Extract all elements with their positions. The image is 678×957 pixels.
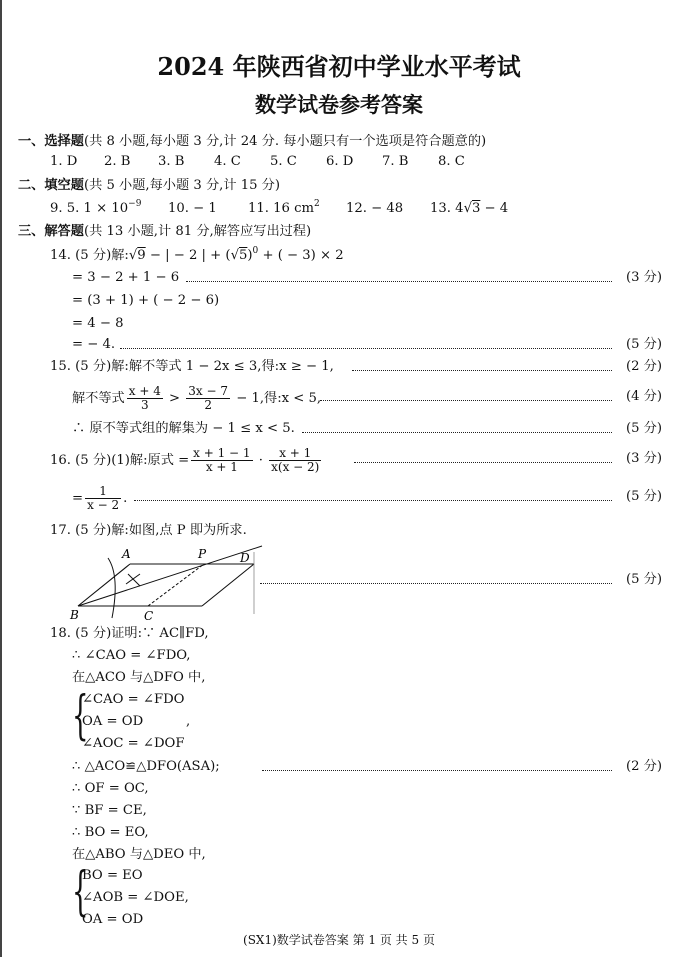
fill-answer-10: 10. − 1 [168,201,217,216]
fraction: $\frac{x + 1}{x(x - 2)}$ [271,446,320,474]
section-2-header [18,178,280,194]
label-p: P [198,547,207,561]
leader-dots [120,348,612,349]
q18-system-2: OA = OD [82,714,144,729]
choice-answer: 1. D [50,154,78,169]
choice-answer: 5. C [270,154,297,169]
page-subtitle: 数学试卷参考答案 [255,93,423,117]
q18-line-1: 18. (5 分)证明:∵ AC∥FD, [50,626,209,641]
system-brace: { [72,862,89,922]
sqrt-sign: √ [230,248,239,263]
page-footer: (SX1)数学试卷答案 第 1 页 共 5 页 [243,933,435,947]
q17-line-1: 17. (5 分)解:如图,点 P 即为所求. [50,523,247,538]
choice-answer: 7. B [382,154,409,169]
section-2-desc: (共 5 小题,每小题 3 分,计 15 分) [83,178,281,193]
q15-line-2: 解不等式 $\frac{x + 4}{3}$ > $\frac{3x - 7}{2}$ − 1,得:x < 5, [72,384,322,412]
bisector-ray [78,546,262,606]
sqrt-sign: √ [463,201,472,216]
arc-intersection-mark [126,574,140,586]
q18-line-7: ∴ BO = EO, [72,825,149,840]
q18-line-4: ∴ △ACO≌△DFO(ASA); [72,759,220,774]
construction-arc [108,558,115,618]
leader-dots [354,462,612,463]
leader-dots [352,370,612,371]
sqrt-sign: √ [128,248,138,263]
section-3-heading: 三、解答题 [18,224,84,239]
score-mark: (2 分) [625,759,662,774]
q18-system-1: ∠CAO = ∠FDO [82,692,185,707]
section-1-desc: (共 8 小题,每小题 3 分,计 24 分. 每小题只有一个选项是符合题意的) [83,134,487,149]
fraction: $\frac{1}{x - 2}$ [87,484,120,512]
section-2-heading: 二、填空题 [18,178,84,193]
fraction: $\frac{x + 1 - 1}{x + 1}$ [193,446,251,474]
score-mark: (4 分) [625,389,662,404]
leader-dots [302,432,612,433]
section-3-header [18,224,311,240]
fill-answer-11: 11. 16 $cm^2$ [248,199,320,216]
q18-line-8: 在△ABO 与△DEO 中, [72,847,206,862]
q18-line-3: 在△ACO 与△DFO 中, [72,670,206,685]
leader-dots [134,500,612,501]
q14-line-2: = 3 − 2 + 1 − 6 [72,270,180,285]
leader-dots [260,583,612,584]
choice-answer: 6. D [326,154,354,169]
leader-dots [320,400,612,401]
q18-system2-1: BO = EO [82,868,143,883]
choice-answer: 2. B [104,154,131,169]
side-dc [202,564,254,606]
q16-line-2: = $\frac{1}{x - 2}$ . [72,484,128,512]
score-mark: (5 分) [625,489,662,504]
system-brace: { [72,686,89,746]
page-title: 2024 年陕西省初中学业水平考试 [157,52,521,81]
fill-answer-9: 9. 5. $1 \times 10^{-9}$ [50,199,142,216]
q16-line-1: 16. (5 分)(1)解:原式 = $\frac{x + 1 - 1}{x + 1}$ · $\frac{x + 1}{x(x - 2)}$ [50,446,320,474]
section-1-heading: 一、选择题 [18,134,84,149]
section-1-header [18,134,486,150]
q14-line-1: 14. (5 分)解:√9 − | − 2 | + $(√5)^0$ + ( − 3) × 2 [50,246,344,263]
q18-line-5: ∴ OF = OC, [72,781,149,796]
q18-line-6: ∵ BF = CE, [72,803,147,818]
q18-system-comma: , [186,714,191,729]
fill-answer-13: 13. 4√3 − 4 [430,201,509,216]
fraction: $\frac{3x - 7}{2}$ [188,384,229,412]
segment-cp [148,564,204,606]
section-3-desc: (共 13 小题,计 81 分,解答应写出过程) [83,224,312,239]
side-ab [78,564,130,606]
score-mark: (5 分) [625,421,662,436]
choice-answer: 8. C [438,154,465,169]
score-mark: (3 分) [625,451,662,466]
choice-answer: 3. B [158,154,185,169]
score-mark: (5 分) [625,572,662,587]
label-b: B [70,608,79,622]
score-mark: (3 分) [625,270,662,285]
q18-system2-3: OA = OD [82,912,144,927]
q14-line-3: = (3 + 1) + ( − 2 − 6) [72,293,220,308]
q18-system2-2: ∠AOB = ∠DOE, [82,890,189,905]
q18-line-2: ∴ ∠CAO = ∠FDO, [72,648,191,663]
fill-answer-12: 12. − 48 [346,201,404,216]
score-mark: (5 分) [625,337,662,352]
q18-system-3: ∠AOC = ∠DOF [82,736,185,751]
score-mark: (2 分) [625,359,662,374]
q14-line-5: = − 4. [72,337,116,352]
leader-dots [186,281,612,282]
label-a: A [122,547,131,561]
label-c: C [144,609,154,622]
parallelogram-diagram [68,544,264,622]
label-d: D [240,551,250,565]
choice-answer: 4. C [214,154,241,169]
page-edge [0,0,2,957]
q15-line-3: ∴ 原不等式组的解集为 − 1 ≤ x < 5. [72,421,295,436]
q15-line-1: 15. (5 分)解:解不等式 1 − 2x ≤ 3,得:x ≥ − 1, [50,359,334,374]
leader-dots [262,770,612,771]
fraction: $\frac{x + 4}{3}$ [128,384,161,412]
q14-line-4: = 4 − 8 [72,316,124,331]
